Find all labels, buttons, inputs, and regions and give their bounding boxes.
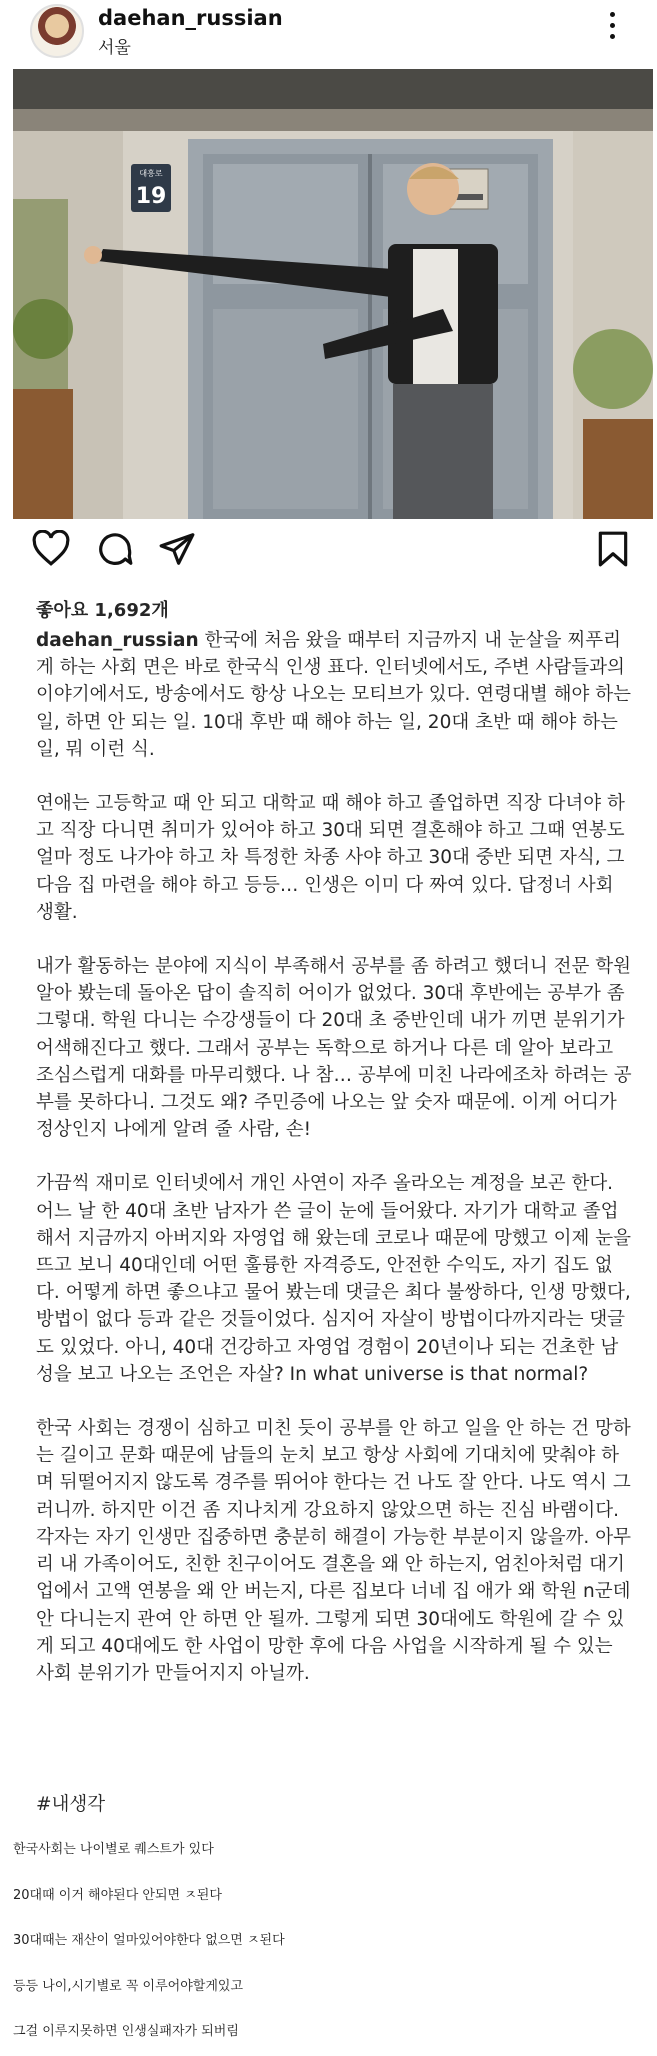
caption-paragraph-1 [36, 627, 636, 763]
comment-line: 그걸 이루지못하면 인생실패자가 되버림 [13, 2024, 239, 2039]
comment-list [13, 1838, 653, 2056]
share-icon[interactable] [158, 530, 198, 570]
caption-paragraph-4: 가끔씩 재미로 인터넷에서 개인 사연이 자주 올라오는 계정을 보곤 한다. 어느 날 한 40대 초반 남자가 쓴 글이 눈에 들어왔다. 자기가 대학교 졸업해서 지금까지 아버지와 자영업 해 왔는데 코로나 때문에 망했고 이제 눈을 뜨고 보니 40대인데 어떤 훌륭한 자격증도, 안전한 수익도, 자기 집도 없다. 어떻게 하면 좋으냐고 물어 봤는데 댓글은 최다 불쌍하다, 인생 망했다, 방법이 없다 등과 같은 것들이었다. 심지어 자살이 방법이다까지라는 댓글도 있었다. 아니, 40대 건강하고 자영업 경험이 20년이나 되는 건초한 남성을 보고 나오는 조언은 자살? In what universe is that normal? [36, 1173, 631, 1385]
house-plate-text: 대흥로 [139, 169, 163, 178]
post-header [0, 0, 657, 60]
house-number: 19 [135, 184, 167, 209]
comment-line: 20대때 이거 해야된다 안되면 ㅈ된다 [13, 1887, 222, 1903]
post-photo-image [13, 69, 653, 519]
like-count[interactable]: 좋아요 1,692개 [36, 600, 169, 621]
caption-paragraph-2: 연애는 고등학교 때 안 되고 대학교 때 해야 하고 졸업하면 직장 다녀야 하고 직장 다니면 취미가 있어야 하고 30대 되면 결혼해야 하고 그때 연봉도 얼마 정도 나가야 하고 차 특정한 차종 사야 하고 30대 중반 되면 자식, 그 다음 집 마련을 해야 하고 등등… 인생은 이미 다 짜여 있다. 답정너 사회 생활. [36, 793, 625, 923]
post-actions [0, 530, 657, 580]
caption-paragraph-3: 내가 활동하는 분야에 지식이 부족해서 공부를 좀 하려고 했더니 전문 학원 알아 봤는데 돌아온 답이 솔직히 어이가 없었다. 30대 후반에는 공부가 좀 그렇대. 학원 다니는 수강생들이 다 20대 초 중반인데 내가 끼면 분위기가 어색해진다고 했다. 그래서 공부는 독학으로 하거나 다른 데 알아 보라고 조심스럽게 대화를 마무리했다. 나 참… 공부에 미친 나라에조차 하려는 공부를 못하다니. 그것도 왜? 주민증에 나오는 앞 숫자 때문에. 이게 어디가 정상인지 나에게 알려 줄 사람, 손! [36, 956, 632, 1141]
post-location[interactable]: 서울 [98, 38, 131, 58]
heart-icon[interactable] [32, 530, 72, 570]
comment-line: 등등 나이,시기별로 꼭 이루어야할게있고 [13, 1978, 244, 1994]
bookmark-icon[interactable] [596, 530, 636, 570]
comment-line: 30대때는 재산이 얼마있어야한다 없으면 ㅈ된다 [13, 1933, 285, 1948]
post-caption [36, 627, 636, 1714]
caption-username[interactable]: daehan_russian [36, 630, 199, 651]
comment-line: 한국사회는 나이별로 퀘스트가 있다 [13, 1842, 214, 1857]
caption-text: 한국에 처음 왔을 때부터 지금까지 내 눈살을 찌푸리게 하는 사회 면은 바로 한국식 인생 표다. 인터넷에서도, 주변 사람들과의 이야기에서도, 방송에서도 항상 나오는 모티브가 있다. 연령대별 해야 하는 일, 하면 안 되는 일. 10대 후반 때 해야 하는 일, 20대 초반 때 해야 하는 일, 뭐 이런 식. [36, 630, 631, 760]
post-photo[interactable] [13, 69, 653, 519]
more-vertical-icon[interactable] [606, 12, 618, 42]
comment-icon[interactable] [96, 530, 136, 570]
profile-avatar[interactable] [30, 4, 84, 58]
caption-paragraph-5: 한국 사회는 경쟁이 심하고 미친 듯이 공부를 안 하고 일을 안 하는 건 망하는 길이고 문화 때문에 남들의 눈치 보고 항상 사회에 기대치에 맞춰야 하며 뒤떨어지지 않도록 경주를 뛰어야 한다는 건 나도 잘 안다. 나도 역시 그러니까. 하지만 이건 좀 지나치게 강요하지 않았으면 하는 진심 바램이다. 각자는 자기 인생만 집중하면 충분히 해결이 가능한 부분이지 않을까. 아무리 내 가족이어도, 친한 친구이어도 결혼을 왜 안 하는지, 엄친아처럼 대기업에서 고액 연봉을 왜 안 버는지, 다른 집보다 너네 집 애가 왜 학원 n군데 안 다니는지 관여 안 하면 안 될까. 그렇게 되면 30대에도 학원에 갈 수 있게 되고 40대에도 한 사업이 망한 후에 다음 사업을 시작하게 될 수 있는 사회 분위기가 만들어지지 아닐까. [36, 1418, 631, 1684]
post-username[interactable]: daehan_russian [98, 6, 283, 30]
caption-hashtag[interactable]: #내생각 [36, 1794, 106, 1815]
